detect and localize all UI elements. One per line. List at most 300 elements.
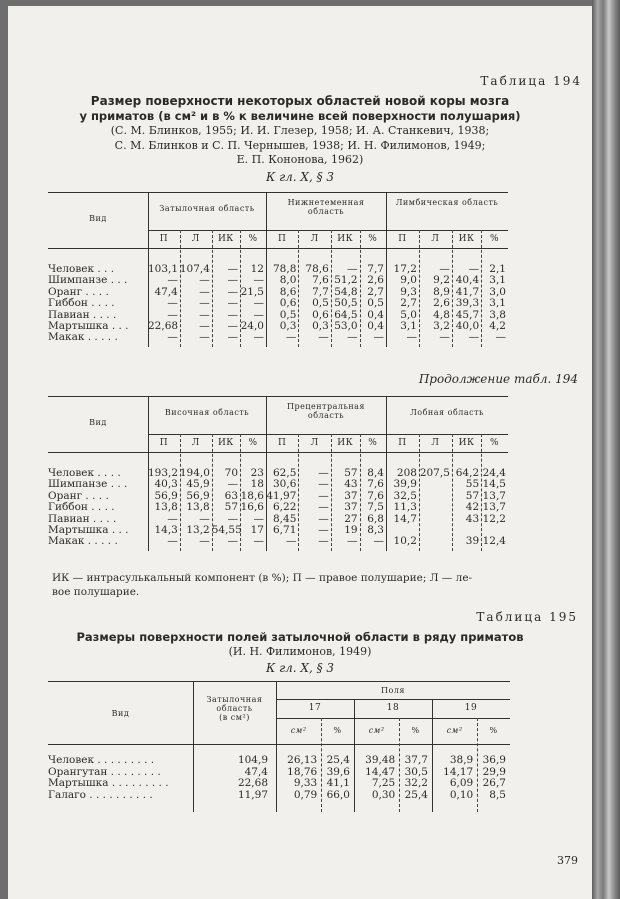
continuation-group-header: Лобная область [410, 408, 484, 417]
table194-cell: — [167, 331, 178, 344]
table194-cell: 0,6 [279, 297, 297, 310]
table194-cell: 21,5 [240, 285, 264, 298]
table-194-ref-line3: Е. П. Кононова, 1962) [236, 153, 364, 166]
continuation-sub-header: П [159, 438, 169, 448]
continuation-rule-head [48, 452, 508, 453]
table194-cell: — [495, 331, 506, 344]
t195-species-label [48, 777, 169, 789]
table194-cell: — [167, 297, 178, 310]
table194-species-label [48, 263, 114, 275]
continuation-sub-header: ИК [217, 438, 234, 448]
table194-cell: 0,5 [279, 308, 297, 321]
table194-sub-header: % [490, 234, 500, 244]
continuation-cell: 7,6 [367, 478, 384, 491]
continuation-rule-sub [148, 434, 508, 435]
leader-dots: . . . [107, 478, 128, 491]
species-name: Макак [48, 331, 85, 344]
t195-fields-label: Поля [381, 686, 405, 695]
t195-rule-head [48, 744, 510, 745]
table194-col-vid: Вид [89, 214, 107, 223]
species-name: Шимпанзе [48, 274, 108, 287]
table194-cell: 3,0 [489, 285, 506, 298]
table194-group-header: Нижнетеменная область [287, 198, 365, 216]
continuation-cell: — [285, 535, 297, 548]
book-page [8, 6, 592, 899]
continuation-cell: 12,2 [482, 512, 506, 525]
continuation-cell: 12,4 [482, 535, 506, 548]
table194-cell: 0,3 [279, 320, 297, 332]
table194-cell: — [167, 274, 178, 287]
leader-dots: . . . . [82, 489, 109, 502]
continuation-label: Продолжение табл. 194 [418, 372, 578, 386]
t195-col-area-2: область [216, 704, 253, 713]
table194-species-label [48, 331, 118, 343]
continuation-cell: 27 [344, 512, 358, 525]
table194-cell: — [199, 297, 210, 310]
t195-cell: 66,0 [326, 788, 350, 801]
continuation-cell: 207,5 [419, 467, 450, 479]
continuation-cell: 45,9 [186, 478, 210, 491]
continuation-species-label [48, 490, 109, 502]
continuation-cell: 17 [250, 524, 264, 536]
continuation-cell: 8,4 [367, 467, 384, 479]
continuation-cell: 43 [344, 478, 358, 491]
continuation-cell: 14,3 [154, 524, 178, 536]
continuation-cell: 40,3 [154, 478, 178, 491]
species-name: Мартышка [48, 777, 109, 789]
continuation-cell: 39 [465, 535, 480, 548]
continuation-cell: 39,9 [393, 478, 417, 491]
table194-cell: 9,2 [433, 274, 450, 287]
continuation-cell: 8,45 [273, 512, 297, 525]
continuation-cell: 57 [344, 467, 358, 479]
continuation-sub-header: ИК [458, 438, 475, 448]
continuation-cell: — [318, 489, 329, 502]
continuation-cell: 56,9 [154, 489, 178, 502]
continuation-cell: 43 [465, 512, 480, 525]
table194-cell: 39,3 [455, 297, 480, 310]
table194-cell: 78,6 [305, 263, 329, 275]
table194-species-label [48, 297, 115, 309]
table194-cell: — [227, 263, 239, 275]
table194-sub-header: Л [191, 234, 200, 244]
t195-cell: 26,13 [287, 754, 318, 766]
species-name: Оранг [48, 489, 83, 502]
continuation-col-vid: Вид [89, 418, 107, 427]
table194-cell: — [347, 331, 358, 344]
t195-field-number: 18 [386, 703, 400, 713]
leader-dots: . . . . [94, 467, 121, 479]
continuation-cell: 14,7 [393, 512, 417, 525]
t195-cell: 22,68 [237, 777, 268, 789]
table194-cell: 2,6 [433, 297, 450, 310]
table194-species-label [48, 286, 109, 298]
leader-dots: . . . . [87, 501, 115, 514]
table194-cell: — [227, 331, 239, 344]
table-195-chapter: К гл. X, § 3 [265, 661, 335, 675]
table194-sub-header: П [398, 234, 407, 244]
continuation-cell: 37 [344, 489, 358, 502]
continuation-cell: — [347, 535, 358, 548]
leader-dots: . . . . . . . . . [108, 777, 169, 789]
continuation-sub-header: % [490, 438, 500, 448]
continuation-cell: 16,6 [240, 501, 264, 514]
table194-cell: 0,5 [312, 297, 329, 310]
continuation-cell: 13,7 [482, 501, 506, 514]
leader-dots: . . . . [89, 512, 117, 525]
t195-sub-cm2: см² [368, 726, 385, 735]
footnote-line1: ИК — интрасулькальный компонент (в %); П — правое полушарие; Л — ле- [52, 572, 473, 584]
table194-sub-header: П [278, 234, 287, 244]
t195-cell: 104,9 [237, 754, 268, 766]
continuation-cell: 8,3 [367, 524, 384, 536]
table194-cell: — [199, 320, 210, 332]
table194-cell: 45,7 [455, 308, 480, 321]
continuation-species-label [48, 467, 121, 479]
table194-cell: 7,7 [312, 285, 329, 298]
table194-cell: 40,4 [455, 274, 480, 287]
continuation-cell: — [253, 512, 264, 525]
table194-cell: 4,2 [489, 320, 506, 332]
species-name: Павиан [48, 308, 90, 321]
continuation-species-label [48, 524, 129, 536]
leader-dots: . . . . . . . . . . [85, 788, 153, 801]
continuation-cell: 24,4 [482, 467, 506, 479]
table194-sub-header: Л [431, 234, 440, 244]
leader-dots: . . . . [87, 297, 115, 310]
continuation-cell: 6,8 [367, 512, 384, 525]
table194-cell: — [199, 285, 210, 298]
continuation-cell: 64,2 [455, 467, 480, 479]
continuation-sub-header: ИК [337, 438, 354, 448]
leader-dots: . . . . . . . . . [94, 754, 155, 766]
t195-sub-pct: % [411, 726, 420, 735]
continuation-cell: 55 [465, 478, 480, 491]
t195-species-label [48, 789, 153, 801]
continuation-cell: 10,2 [393, 535, 417, 548]
table194-rule-sub [148, 230, 508, 231]
table194-sub-header: ИК [217, 234, 234, 244]
table194-cell: 24,0 [240, 320, 264, 332]
continuation-sub-header: П [398, 438, 407, 448]
t195-species-label [48, 754, 154, 766]
continuation-cell: 70 [224, 467, 239, 479]
continuation-cell: — [227, 512, 239, 525]
t195-cell: 36,9 [482, 754, 506, 766]
page-number: 379 [557, 854, 578, 867]
continuation-cell: 62,5 [273, 467, 297, 479]
table194-cell: 17,2 [393, 263, 417, 275]
continuation-cell: 54,55 [211, 524, 242, 536]
t195-cell: 29,9 [482, 765, 506, 778]
table194-cell: 2,6 [367, 274, 384, 287]
table-195-title: Размеры поверхности полей затылочной области в ряду приматов [76, 630, 524, 644]
table-194-chapter: К гл. X, § 3 [265, 170, 335, 184]
continuation-vdash [419, 434, 420, 551]
continuation-cell: 19 [344, 524, 358, 536]
continuation-cell: 13,8 [186, 501, 210, 514]
t195-sub-pct: % [489, 726, 498, 735]
species-name: Макак [48, 535, 85, 548]
t195-rule-sub [276, 718, 510, 719]
table194-cell: 0,5 [367, 297, 384, 310]
continuation-group-header: Височная область [164, 408, 250, 417]
t195-sub-cm2: см² [446, 726, 463, 735]
table194-sub-header: П [159, 234, 169, 244]
table194-cell: 7,6 [312, 274, 329, 287]
table-195-ref: (И. Н. Филимонов, 1949) [228, 645, 372, 658]
table194-cell: — [285, 331, 297, 344]
table194-cell: — [347, 263, 358, 275]
leader-dots: . . . [108, 320, 129, 332]
species-name: Шимпанзе [48, 478, 108, 491]
t195-cell: 25,4 [326, 754, 350, 766]
species-name: Человек [48, 754, 95, 766]
table194-cell: — [318, 331, 329, 344]
t195-cell: 26,7 [482, 777, 506, 789]
t195-cell: 38,9 [449, 754, 474, 766]
table194-cell: 3,1 [489, 297, 506, 310]
t195-rule-top [48, 681, 510, 682]
table194-cell: — [227, 297, 239, 310]
table194-cell: — [199, 308, 210, 321]
table194-cell: 0,4 [367, 308, 384, 321]
table194-cell: 3,1 [489, 274, 506, 287]
table194-cell: 53,0 [334, 320, 358, 332]
continuation-cell: — [227, 535, 239, 548]
t195-field-number: 19 [464, 703, 478, 713]
t195-field-number: 17 [308, 703, 322, 713]
continuation-cell: 14,5 [482, 478, 506, 491]
table194-cell: 4,8 [433, 308, 450, 321]
table194-cell: 78,8 [273, 263, 297, 275]
table194-cell: 8,0 [279, 274, 297, 287]
t195-cell: 11,97 [237, 788, 268, 801]
continuation-cell: 56,9 [186, 489, 210, 502]
table-194-ref-line2: С. М. Блинков и С. П. Чернышев, 1938; И. Н. Филимонов, 1949; [114, 139, 486, 152]
table194-cell: — [253, 331, 264, 344]
table194-sub-header: ИК [458, 234, 475, 244]
continuation-cell: 193,2 [148, 467, 179, 479]
table194-cell: — [199, 274, 210, 287]
continuation-species-label [48, 535, 118, 547]
table-194-title-line1: Размер поверхности некоторых областей новой коры мозга [90, 94, 510, 108]
t195-col-area-1: Затылочная [206, 695, 263, 704]
continuation-sub-header: Л [191, 438, 200, 448]
t195-cell: 32,2 [404, 777, 428, 789]
table194-species-label [48, 309, 116, 321]
continuation-cell: 57 [465, 489, 480, 502]
continuation-sub-header: П [278, 438, 287, 448]
species-name: Человек [48, 467, 95, 479]
table194-cell: 8,9 [433, 285, 450, 298]
table194-cell: 47,4 [154, 285, 178, 298]
t195-cell: 41,1 [326, 777, 350, 789]
t195-cell: 30,5 [404, 765, 428, 778]
t195-cell: 37,7 [404, 754, 428, 766]
continuation-cell: — [199, 535, 210, 548]
table194-cell: 3,1 [400, 320, 417, 332]
species-name: Гиббон [48, 501, 88, 514]
continuation-cell: — [318, 478, 329, 491]
table194-cell: 0,4 [367, 320, 384, 332]
t195-cell: 39,48 [365, 754, 396, 766]
t195-cell: 0,30 [371, 788, 396, 801]
leader-dots: . . . . . . . . [107, 765, 161, 778]
continuation-cell: 208 [396, 467, 417, 479]
continuation-cell: — [373, 535, 384, 548]
continuation-cell: 63 [224, 489, 239, 502]
continuation-cell: — [167, 512, 178, 525]
continuation-cell: — [227, 478, 239, 491]
continuation-species-label [48, 513, 116, 525]
table-194-label: Таблица 194 [480, 74, 582, 88]
continuation-rule-top [48, 396, 508, 397]
table194-rule-top [48, 192, 508, 193]
table-194-ref-line1: (С. М. Блинков, 1955; И. И. Глезер, 1958; И. А. Станкевич, 1938; [110, 124, 490, 137]
continuation-cell: 18 [250, 478, 264, 491]
leader-dots: . . . [108, 524, 129, 536]
continuation-cell: 6,22 [273, 501, 297, 514]
table-195-label: Таблица 195 [476, 610, 578, 624]
species-name: Оранг [48, 285, 83, 298]
continuation-cell: 194,0 [179, 467, 210, 479]
table194-group-header: Лимбическая область [395, 198, 499, 207]
leader-dots: . . . [107, 274, 128, 287]
table194-species-label [48, 320, 129, 332]
t195-cell: 47,4 [244, 765, 268, 778]
table194-cell: 103,1 [148, 263, 179, 275]
continuation-cell: 32,5 [393, 489, 417, 502]
species-name: Орангутан [48, 765, 108, 778]
table194-cell: 50,5 [334, 297, 358, 310]
species-name: Павиан [48, 512, 90, 525]
continuation-sub-header: Л [310, 438, 319, 448]
footnote-line2: вое полушарие. [52, 586, 140, 598]
continuation-cell: — [318, 467, 329, 479]
table194-cell: 51,2 [334, 274, 358, 287]
table194-cell: — [468, 263, 480, 275]
species-name: Галаго [48, 788, 86, 801]
table194-cell: 2,7 [367, 285, 384, 298]
continuation-cell: 42 [465, 501, 480, 514]
t195-cell: 0,79 [293, 788, 318, 801]
table194-cell: 5,0 [400, 308, 417, 321]
table194-cell: 3,2 [433, 320, 450, 332]
table194-cell: — [373, 331, 384, 344]
table194-cell: 64,5 [334, 308, 358, 321]
continuation-sub-header: % [248, 438, 258, 448]
continuation-species-label [48, 478, 127, 490]
t195-col-area-3: (в см²) [219, 713, 250, 722]
table194-species-label [48, 274, 127, 286]
continuation-cell: — [199, 512, 210, 525]
t195-cell: 9,33 [293, 777, 318, 789]
table194-cell: — [199, 331, 210, 344]
table194-cell: 12 [250, 263, 264, 275]
continuation-group-header: Прецентральная область [287, 402, 365, 420]
table194-cell: — [253, 297, 264, 310]
t195-cell: 8,5 [489, 788, 506, 801]
continuation-cell: 7,5 [367, 501, 384, 514]
table194-cell: — [253, 308, 264, 321]
continuation-sub-header: Л [431, 438, 440, 448]
continuation-cell: 18,6 [240, 489, 264, 502]
continuation-cell: — [318, 524, 329, 536]
continuation-cell: — [318, 501, 329, 514]
table194-cell: 2,1 [489, 263, 506, 275]
table194-cell: — [227, 285, 239, 298]
species-name: Человек [48, 263, 95, 275]
continuation-cell: 13,8 [154, 501, 178, 514]
continuation-cell: 11,3 [393, 501, 417, 514]
table194-cell: 54,8 [334, 285, 358, 298]
table194-cell: 9,3 [400, 285, 417, 298]
table194-cell: 41,7 [455, 285, 480, 298]
table194-cell: — [227, 274, 239, 287]
t195-cell: 39,6 [326, 765, 350, 778]
table194-cell: 40,0 [455, 320, 480, 332]
continuation-cell: 13,7 [482, 489, 506, 502]
leader-dots: . . . . . [84, 535, 118, 548]
table194-cell: — [227, 320, 239, 332]
book-spine [592, 0, 620, 899]
continuation-cell: 23 [250, 467, 264, 479]
table194-cell: — [439, 263, 450, 275]
table194-cell: 9,0 [400, 274, 417, 287]
leader-dots: . . . . [89, 308, 117, 321]
continuation-cell: 6,71 [273, 524, 297, 536]
continuation-cell: — [318, 512, 329, 525]
t195-cell: 18,76 [287, 765, 318, 778]
t195-cell: 14,47 [365, 765, 396, 778]
leader-dots: . . . . . [84, 331, 118, 344]
table194-cell: — [227, 308, 239, 321]
table194-group-header: Затылочная область [159, 204, 255, 213]
continuation-cell: — [167, 535, 178, 548]
t195-col-vid: Вид [111, 709, 130, 718]
table194-cell: — [468, 331, 480, 344]
species-name: Мартышка [48, 320, 109, 332]
continuation-cell: 30,6 [273, 478, 297, 491]
continuation-cell: — [318, 535, 329, 548]
table194-rule-head [48, 248, 508, 249]
table194-cell: — [439, 331, 450, 344]
leader-dots: . . . [94, 263, 115, 275]
table194-sub-header: % [368, 234, 378, 244]
table194-cell: — [167, 308, 178, 321]
t195-rule-fields [276, 699, 510, 700]
t195-sub-pct: % [333, 726, 342, 735]
table194-cell: 107,4 [179, 263, 210, 275]
t195-cell: 25,4 [404, 788, 428, 801]
table-194-title-line2: у приматов (в см² и в % к величине всей поверхности полушария) [79, 109, 521, 123]
continuation-species-label [48, 501, 115, 513]
table194-cell: 7,7 [367, 263, 384, 275]
table194-sub-header: ИК [337, 234, 354, 244]
t195-cell: 0,10 [449, 788, 474, 801]
table194-sub-header: % [248, 234, 258, 244]
table194-sub-header: Л [310, 234, 319, 244]
table194-cell: 2,7 [400, 297, 417, 310]
table194-cell: — [406, 331, 417, 344]
continuation-sub-header: % [368, 438, 378, 448]
table194-cell: 22,68 [148, 320, 179, 332]
species-name: Мартышка [48, 524, 109, 536]
table194-cell: 0,6 [312, 308, 329, 321]
continuation-cell: 57 [224, 501, 239, 514]
continuation-cell: 41,97 [266, 489, 297, 502]
